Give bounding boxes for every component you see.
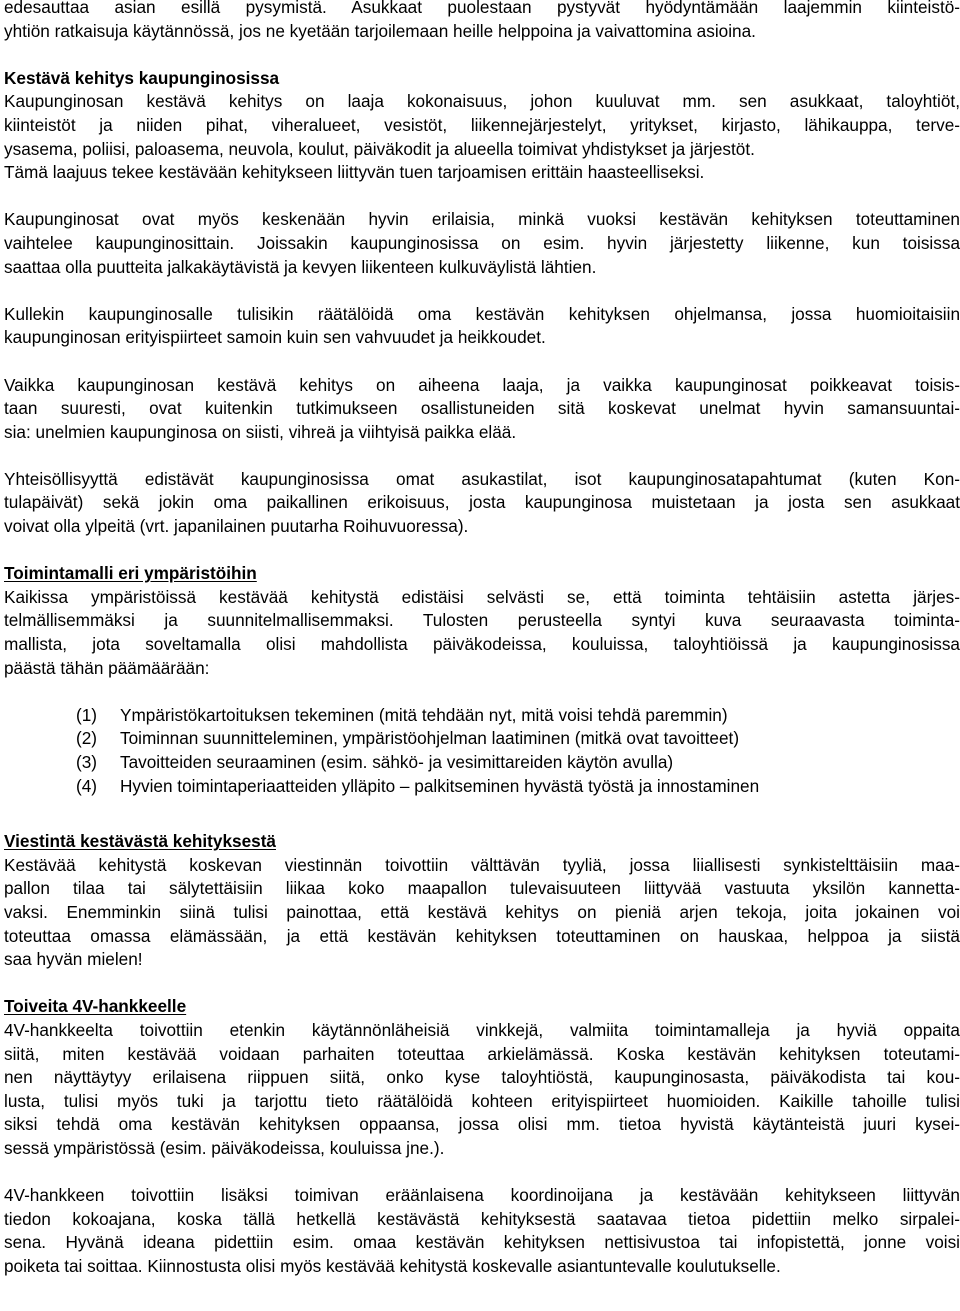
text-line: sia: unelmien kaupunginosa on siisti, vihreä ja viihtyisä paikka elää. [4, 421, 517, 442]
list-item-number: (3) [76, 752, 98, 772]
text-line: kaupunginosan erityispiirteet samoin kuin sen vahvuudet ja heikkoudet. [4, 327, 546, 348]
text-line: Kaikissa ympäristöissä kestävää kehitystä edistäisi selvästi se, että toiminta tehtäisiin astetta järjes- [4, 586, 960, 607]
text-line: sena. Hyvänä ideana pidettiin esim. omaa kestävän kehityksen nettisivustoa tai infopistettä, jonne voisi [4, 1232, 960, 1253]
text-line: Kestävää kehitystä koskevan viestinnän toivottiin välttävän tyyliä, jossa liiallisesti synkistelttäisiin maa- [4, 854, 960, 875]
section-heading: Kestävä kehitys kaupunginosissa [4, 67, 280, 88]
paragraph [4, 854, 960, 972]
spacer [4, 279, 960, 303]
text-line: Kaupunginosat ovat myös keskenään hyvin erilaisia, minkä vuoksi kestävän kehityksen toteuttaminen [4, 209, 960, 230]
text-line: voivat olla ylpeitä (vrt. japanilainen puutarha Roihuvuoressa). [4, 516, 469, 537]
text-line: yhtiön ratkaisuja käytännössä, jos ne kyetään tarjoilemaan heille helppoina ja vaivattomina asioina. [4, 20, 756, 41]
text-line: taan suuresti, ovat kuitenkin tutkimukseen osallistuneiden sitä koskevat unelmat hyvin samansuuntai- [4, 398, 960, 419]
list-item [4, 727, 960, 751]
text-line: edesauttaa asian esillä pysymistä. Asukkaat puolestaan pystyvät hyödyntämään laajemmin kiinteistö- [4, 0, 960, 17]
text-line: siitä, miten kestävää voidaan parhaiten toteuttaa arkielämässä. Koska kestävän kehityksen toteutami- [4, 1043, 960, 1064]
list-item-number: (1) [76, 704, 98, 725]
text-line: siksi tehdä oma kestävän kehityksen oppaansa, jossa olisi mm. tietoa hyvistä käytänteistä juuri kysei- [4, 1114, 960, 1135]
paragraph [4, 208, 960, 279]
text-line: poiketa tai soittaa. Kiinnostusta olisi myös kestävää kehitystä koskevalle asiantuntevalle koulutukselle. [4, 1255, 781, 1276]
text-line: 4V-hankkeen toivottiin lisäksi toimivan eräänlaisena koordinoijana ja kestävään kehitykseen liittyvän [4, 1185, 960, 1206]
text-line: Tämä laajuus tekee kestävään kehitykseen liittyvän tuen tarjoamisen erittäin haasteelliseksi. [4, 162, 705, 183]
paragraph [4, 586, 960, 680]
text-line: telmällisemmäksi ja suunnitelmallisemmaksi. Tulosten perusteella syntyi kuva seuraavasta toiminta- [4, 610, 960, 631]
text-line: lusta, tulisi myös tuki ja tarjottu tieto räätälöidä kohteen erityispiirteet huomioiden. Kaikille tahoille tulisi [4, 1090, 960, 1111]
spacer [4, 350, 960, 374]
list-item-text: Hyvien toimintaperiaatteiden ylläpito – palkitseminen hyvästä työstä ja innostaminen [120, 775, 760, 796]
section-heading: Toimintamalli eri ympäristöihin [4, 563, 257, 584]
text-line: 4V-hankkeelta toivottiin etenkin käytännönläheisiä vinkkejä, valmiita toimintamalleja ja hyviä oppaita [4, 1019, 960, 1040]
paragraph [4, 90, 960, 184]
list-item-number: (4) [76, 775, 98, 796]
paragraph [4, 303, 960, 350]
text-line: Kullekin kaupunginosalle tulisikin räätälöidä oma kestävän kehityksen ohjelmansa, jossa huomioitaisiin [4, 303, 960, 324]
list-item [4, 704, 960, 728]
text-line: tiedon kokoajana, koska tällä hetkellä kestävästä kehityksestä saatavaa tietoa pidettiin melko sirpalei- [4, 1208, 960, 1229]
text-line: vaihtelee kaupunginosittain. Joissakin kaupunginosissa on esim. hyvin järjestetty liikenne, kun toisissa [4, 232, 960, 253]
spacer [4, 808, 960, 830]
text-line: ysasema, poliisi, paloasema, neuvola, koulut, päiväkodit ja alueella toimivat yhdistykset ja järjestöt. [4, 138, 755, 159]
text-line: vaksi. Enemminkin siinä tulisi painottaa, että kestävä kehitys on pieniä arjen tekoja, joita jokainen voi [4, 901, 960, 922]
list-item [4, 751, 960, 775]
text-line: mallista, jota soveltamalla olisi mahdollista päiväkodeissa, kouluissa, taloyhtiöissä ja kaupunginosissa [4, 634, 960, 655]
spacer [4, 539, 960, 563]
list-item-text: Toiminnan suunnitteleminen, ympäristöohjelman laatiminen (mitkä ovat tavoitteet) [120, 728, 740, 749]
paragraph [4, 1184, 960, 1278]
text-line: Kaupunginosan kestävä kehitys on laaja kokonaisuus, johon kuuluvat mm. sen asukkaat, taloyhtiöt, [4, 91, 960, 112]
spacer [4, 1161, 960, 1185]
spacer [4, 972, 960, 996]
text-line: tulapäivät) sekä jokin oma paikallinen erikoisuus, josta kaupunginosa muistetaan ja josta sen asukkaat [4, 492, 960, 513]
text-line: nen näyttäytyy erilaisena riippuen siitä, onko kyse taloyhtiöstä, kaupunginosasta, päiväkodista tai kou- [4, 1067, 960, 1088]
intro-paragraph [4, 0, 960, 43]
spacer [4, 185, 960, 209]
paragraph [4, 468, 960, 539]
section-heading: Viestintä kestävästä kehityksestä [4, 831, 276, 852]
text-line: sessä ympäristössä (esim. päiväkodeissa, kouluissa jne.). [4, 1137, 445, 1158]
paragraph [4, 1019, 960, 1161]
spacer [4, 444, 960, 468]
text-line: Yhteisöllisyyttä edistävät kaupunginosissa omat asukastilat, isot kaupunginosatapahtumat (kuten Kon- [4, 468, 960, 489]
spacer [4, 43, 960, 67]
list-item-text: Ympäristökartoituksen tekeminen (mitä tehdään nyt, mitä voisi tehdä paremmin) [120, 704, 728, 725]
numbered-list [4, 704, 960, 798]
text-line: pallon tilaa tai sälytettäisiin liikaa koko maapallon tulevaisuuteen liittyvää vastuuta yksilön kannetta- [4, 878, 960, 899]
paragraph [4, 374, 960, 445]
text-line: päästä tähän päämäärään: [4, 657, 210, 678]
text-line: toteuttaa omassa elämässään, ja että kestävän kehityksen toteuttaminen on hauskaa, helppoa ja siistä [4, 925, 960, 946]
document-page [4, 0, 960, 1278]
text-line: Vaikka kaupunginosan kestävä kehitys on aiheena laaja, ja vaikka kaupunginosat poikkeavat toisis- [4, 374, 960, 395]
section-heading: Toiveita 4V-hankkeelle [4, 996, 187, 1017]
text-line: kiinteistöt ja niiden pihat, viheralueet, vesistöt, liikennejärjestelyt, yritykset, kirjasto, lähikauppa, terve- [4, 114, 960, 135]
list-item [4, 775, 960, 799]
list-item-text: Tavoitteiden seuraaminen (esim. sähkö- ja vesimittareiden käytön avulla) [120, 752, 674, 772]
text-line: saattaa olla puutteita jalkakäytävistä ja kevyen liikenteen kulkuväylistä lähtien. [4, 256, 597, 277]
text-line: saa hyvän mielen! [4, 949, 143, 970]
list-item-number: (2) [76, 728, 98, 749]
